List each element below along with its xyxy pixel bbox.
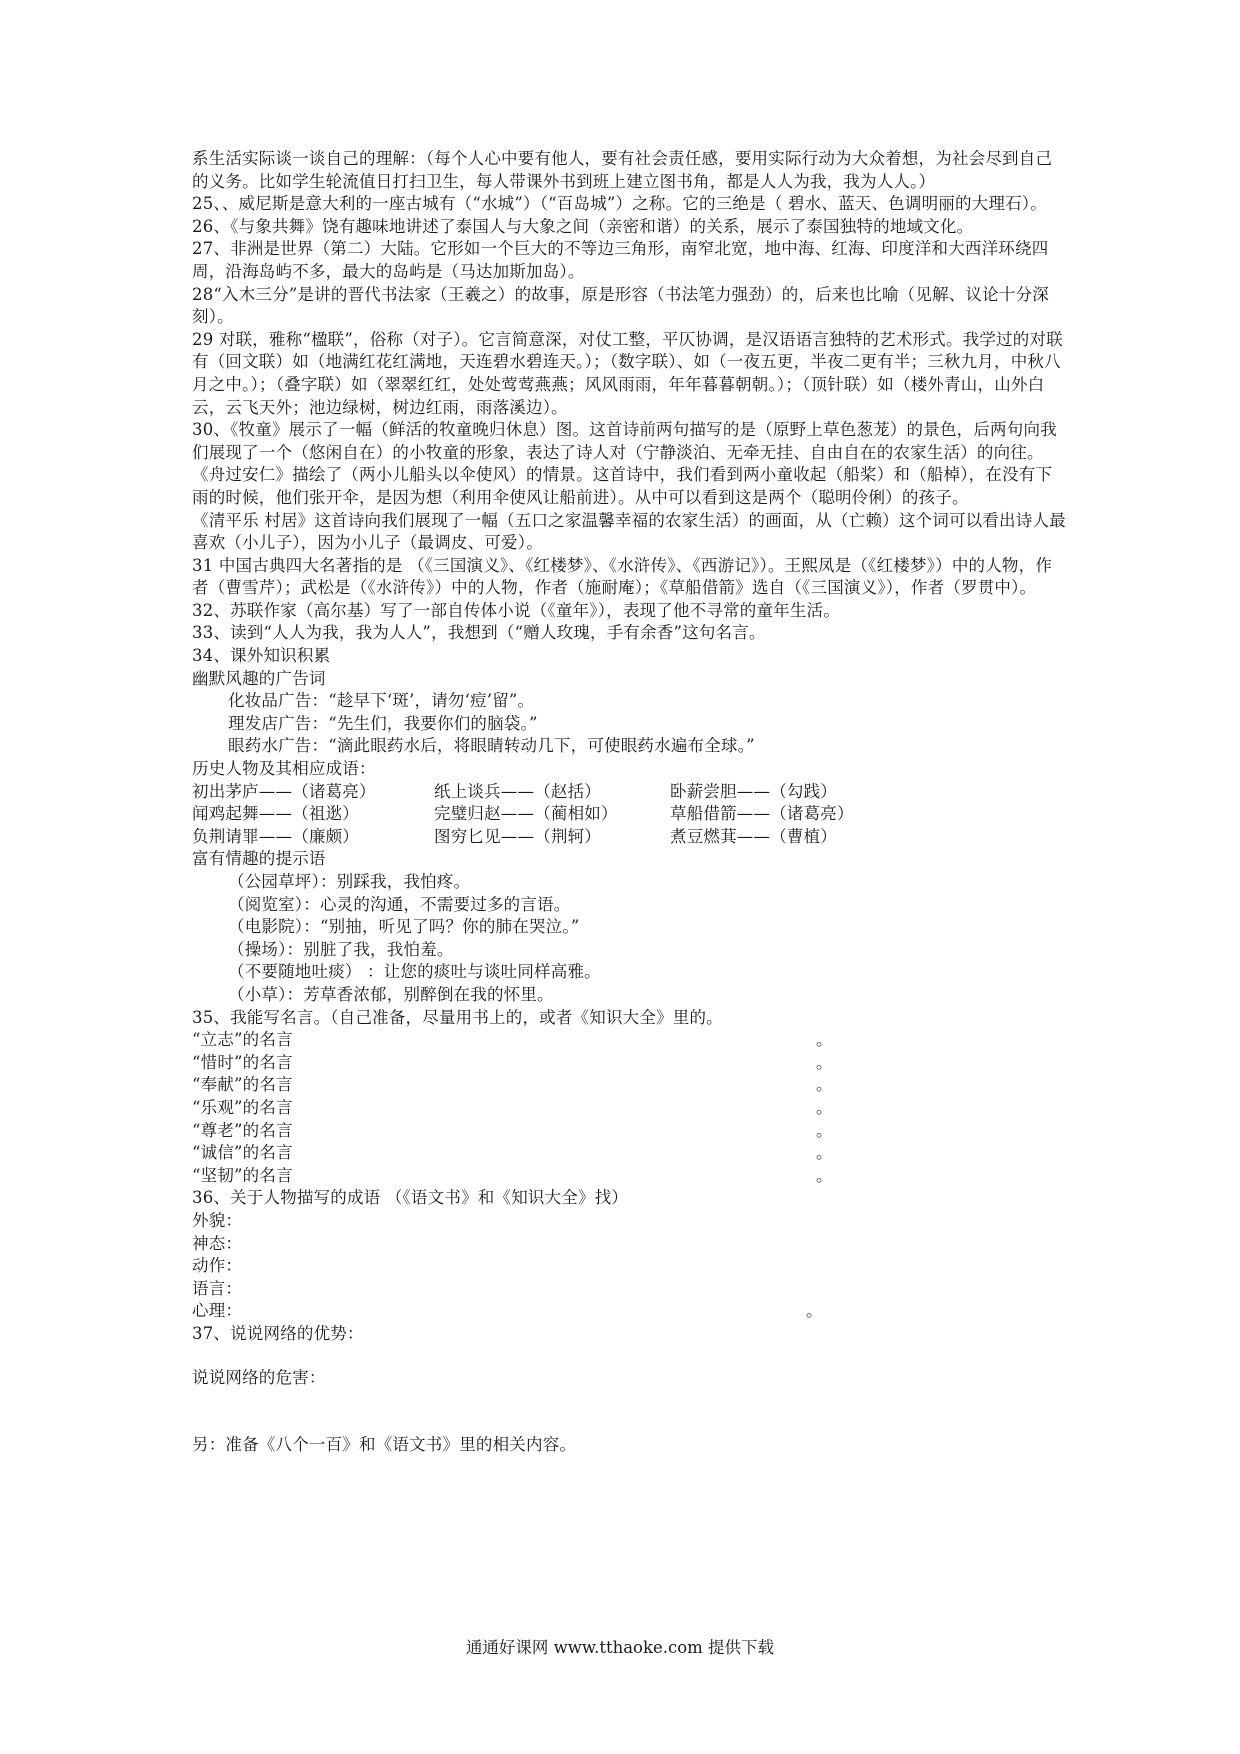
item-37-harm: 说说网络的危害：: [192, 1368, 326, 1388]
idiom-cell: 负荆请罪——（廉颇）: [192, 826, 359, 846]
item-36: 36、关于人物描写的成语 （《语文书》和《知识大全》找）: [192, 1188, 629, 1208]
item-28: 28“入木三分”是讲的晋代书法家（王羲之）的故事，原是形容（书法笔力强劲）的，后来也比喻（见解、议论十分深刻）。: [192, 284, 1049, 327]
item-31: 31 中国古典四大名著指的是 （《三国演义》、《红楼梦》、《水浒传》、《西游记》）。王熙凤是（《红楼梦》）中的人物，作者（曹雪芹）；武松是（《水浒传》）中的人物，作者（施耐庵）；《草船借箭》选自（《三国演义》），作者（罗贯中）。: [192, 555, 1053, 598]
quote-line: [192, 1165, 832, 1188]
idiom-cell: 完璧归赵——（蔺相如）: [434, 804, 618, 824]
idiom-cell: 初出茅庐——（诸葛亮）: [192, 781, 376, 801]
quote-label: “诚信”的名言: [192, 1143, 293, 1163]
quote-label: “坚韧”的名言: [192, 1165, 293, 1185]
desc-line: 外貌：: [192, 1210, 243, 1230]
quote-end-mark: 。: [816, 1030, 833, 1050]
quote-label: “奉献”的名言: [192, 1075, 293, 1095]
item-35: 35、我能写名言。（自己准备，尽量用书上的，或者《知识大全》里的。: [192, 1007, 723, 1027]
quote-label: “乐观”的名言: [192, 1097, 293, 1117]
item-37: 37、说说网络的优势：: [192, 1323, 364, 1343]
quote-line: [192, 1120, 832, 1143]
history-section-title: 历史人物及其相应成语：: [192, 759, 376, 779]
quote-end-mark: 。: [816, 1075, 833, 1095]
tip-line: （阅览室）：心灵的沟通，不需要过多的言语。: [228, 894, 571, 914]
ad-line: 眼药水广告：“滴此眼药水后，将眼睛转动几下，可使眼药水遍布全球。”: [228, 736, 755, 756]
item-30: 30、《牧童》展示了一幅（鲜活的牧童晚归休息）图。这首诗前两句描写的是（原野上草色葱茏）的景色，后两句向我们展现了一个（悠闲自在）的小牧童的形象，表达了诗人对（宁静淡泊、无牵无挂、自由自在的农家生活）的向往。: [192, 420, 1057, 462]
quote-end-mark: 。: [816, 1052, 833, 1072]
closing-note: 另：准备《八个一百》和《语文书》里的相关内容。: [192, 1435, 577, 1455]
idiom-cell: 闻鸡起舞——（祖逖）: [192, 804, 359, 824]
tip-line: （小草）：芳草香浓郁，别醉倒在我的怀里。: [228, 984, 554, 1004]
document-body: [192, 148, 1066, 1457]
item-27: 27、非洲是世界（第二）大陆。它形如一个巨大的不等边三角形，南窄北宽，地中海、红海、印度洋和大西洋环绕四周，沿海岛屿不多，最大的岛屿是（马达加斯加岛）。: [192, 239, 1049, 281]
item-25: 25、、威尼斯是意大利的一座古城有（“水城”）（“百岛城”）之称。它的三绝是（ 碧水、蓝天、色调明丽的大理石）。: [192, 194, 1047, 214]
item-30-poem-3: 《清平乐 村居》这首诗向我们展现了一幅（五口之家温馨幸福的农家生活）的画面，从（亡赖）这个词可以看出诗人最喜欢（小儿子），因为小儿子（最调皮、可爱）。: [192, 510, 1066, 553]
desc-line: 语言：: [192, 1278, 243, 1298]
desc-label: 心理：: [192, 1301, 243, 1321]
item-32: 32、苏联作家（高尔基）写了一部自传体小说（《童年》），表现了他不寻常的童年生活。: [192, 600, 840, 620]
quote-line: [192, 1074, 832, 1097]
quote-line: [192, 1097, 832, 1120]
item-33: 33、读到“人人为我，我为人人”，我想到（“赠人玫瑰，手有余香”这句名言。: [192, 623, 766, 643]
idiom-cell: 图穷匕见——（荆轲）: [434, 826, 601, 846]
item-30-poem-2: 《舟过安仁》描绘了（两小儿船头以伞使风）的情景。这首诗中，我们看到两小童收起（船桨）和（船棹），在没有下雨的时候，他们张开伞，是因为想（利用伞使风让船前进）。从中可以看到这是两个（聪明伶俐）的孩子。: [192, 465, 1053, 507]
spacer: [192, 1390, 1066, 1434]
paragraph-intro: 系生活实际谈一谈自己的理解：（每个人心中要有他人，要有社会责任感，要用实际行动为大众着想，为社会尽到自己的义务。比如学生轮流值日打扫卫生，每人带课外书到班上建立图书角，都是人人为我，我为人人。）: [192, 149, 1053, 191]
idiom-cell: 草船借箭——（诸葛亮）: [670, 804, 854, 824]
tip-line: （电影院）：“别抽，听见了吗？你的肺在哭泣。”: [228, 917, 580, 937]
idiom-row: [192, 826, 1066, 849]
quote-label: “惜时”的名言: [192, 1052, 293, 1072]
ad-line: 化妆品广告：“趁早下‘斑’，请勿‘痘’留”。: [228, 691, 535, 711]
idiom-cell: 纸上谈兵——（赵括）: [434, 781, 601, 801]
quote-line: [192, 1142, 832, 1165]
tip-line: （公园草坪）：别踩我，我怕疼。: [228, 872, 471, 891]
quote-line: [192, 1029, 832, 1052]
quote-label: “尊老”的名言: [192, 1120, 293, 1140]
item-29: 29 对联，雅称“楹联”，俗称（对子）。它言简意深，对仗工整，平仄协调，是汉语语言独特的艺术形式。我学过的对联有（回文联）如（地满红花红满地，天连碧水碧连天。）；（数字联）、如（一夜五更，半夜二更有半；三秋九月，中秋八月之中。）；（叠字联）如（翠翠红红，处处莺莺燕燕；风风雨雨，年年暮暮朝朝。）；（顶针联）如（楼外青山，山外白云，云飞天外；池边绿树，树边红雨，雨落溪边）。: [192, 329, 1063, 417]
idiom-row: [192, 781, 1066, 804]
quote-label: “立志”的名言: [192, 1030, 293, 1050]
idiom-cell: 煮豆燃萁——（曹植）: [670, 826, 837, 846]
quote-line: [192, 1052, 832, 1075]
tip-line: （操场）：别脏了我，我怕羞。: [228, 939, 454, 959]
idiom-cell: 卧薪尝胆——（勾践）: [670, 781, 837, 801]
desc-end-mark: 。: [806, 1301, 823, 1321]
quote-end-mark: 。: [816, 1097, 833, 1117]
tip-line: （不要随地吐痰） ：让您的痰吐与谈吐同样高雅。: [228, 962, 601, 982]
tips-section-title: 富有情趣的提示语: [192, 849, 326, 869]
quote-end-mark: 。: [816, 1120, 833, 1140]
spacer: [192, 1345, 1066, 1367]
ad-line: 理发店广告：“先生们，我要你们的脑袋。”: [228, 713, 538, 733]
quote-end-mark: 。: [816, 1143, 833, 1163]
item-34: 34、课外知识积累: [192, 646, 331, 666]
quote-end-mark: 。: [816, 1165, 833, 1185]
idiom-row: [192, 803, 1066, 826]
page-footer: 通通好课网 www.tthaoke.com 提供下载: [465, 1638, 775, 1657]
desc-line: 神态：: [192, 1233, 243, 1253]
desc-line: 动作：: [192, 1256, 243, 1276]
item-26: 26、《与象共舞》饶有趣味地讲述了泰国人与大象之间（亲密和谐）的关系，展示了泰国独特的地域文化。: [192, 216, 974, 236]
ad-section-title: 幽默风趣的广告词: [192, 668, 326, 688]
desc-line-last: [192, 1300, 822, 1323]
